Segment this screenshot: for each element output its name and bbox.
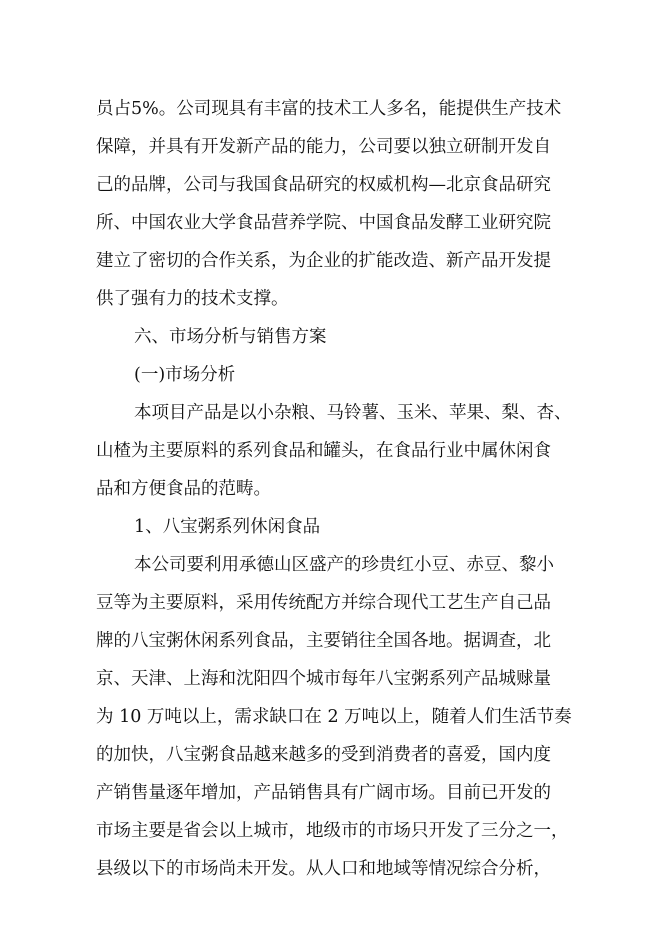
paragraph-line-10: 本公司要利用承德山区盛产的珍贵红小豆、赤豆、黎小 — [134, 555, 554, 575]
paragraph-line-17: 市场主要是省会以上城市，地级市的市场只开发了三分之一， — [96, 821, 569, 841]
paragraph-line-3: 己的品牌，公司与我国食品研究的权威机构—北京食品研究 — [96, 175, 551, 195]
paragraph-line-1: 员占5%。公司现具有丰富的技术工人多名，能提供生产技术 — [96, 99, 562, 119]
item-heading-eight-treasure-porridge: 1、八宝粥系列休闲食品 — [134, 517, 321, 537]
paragraph-line-7: 本项目产品是以小杂粮、马铃薯、玉米、苹果、梨、杏、 — [134, 403, 572, 423]
paragraph-line-18: 县级以下的市场尚未开发。从人口和地域等情况综合分析， — [96, 859, 551, 879]
paragraph-line-4: 所、中国农业大学食品营养学院、中国食品发酵工业研究院 — [96, 213, 551, 233]
section-heading-market-sales: 六、市场分析与销售方案 — [134, 327, 327, 347]
paragraph-line-9: 品和方便食品的范畴。 — [96, 479, 271, 499]
paragraph-line-13: 京、天津、上海和沈阳四个城市每年八宝粥系列产品城赇量 — [96, 669, 551, 689]
paragraph-line-5: 建立了密切的合作关系，为企业的扩能改造、新产品开发提 — [96, 251, 551, 271]
paragraph-line-8: 山楂为主要原料的系列食品和罐头，在食品行业中属休闲食 — [96, 441, 551, 461]
paragraph-line-15: 的加快，八宝粥食品越来越多的受到消费者的喜爱，国内度 — [96, 745, 551, 765]
paragraph-line-11: 豆等为主要原料，采用传统配方并综合现代工艺生产自己品 — [96, 593, 551, 613]
paragraph-line-12: 牌的八宝粥休闲系列食品，主要销往全国各地。据调查，北 — [96, 631, 551, 651]
paragraph-line-14: 为 10 万吨以上，需求缺口在 2 万吨以上，随着人们生活节奏 — [96, 707, 572, 727]
paragraph-line-16: 产销售量逐年增加，产品销售具有广阔市场。目前已开发的 — [96, 783, 551, 803]
paragraph-line-6: 供了强有力的技术支撑。 — [96, 289, 289, 309]
subsection-heading-market-analysis: (一)市场分析 — [134, 365, 236, 385]
paragraph-line-2: 保障，并具有开发新产品的能力，公司要以独立研制开发自 — [96, 137, 551, 157]
